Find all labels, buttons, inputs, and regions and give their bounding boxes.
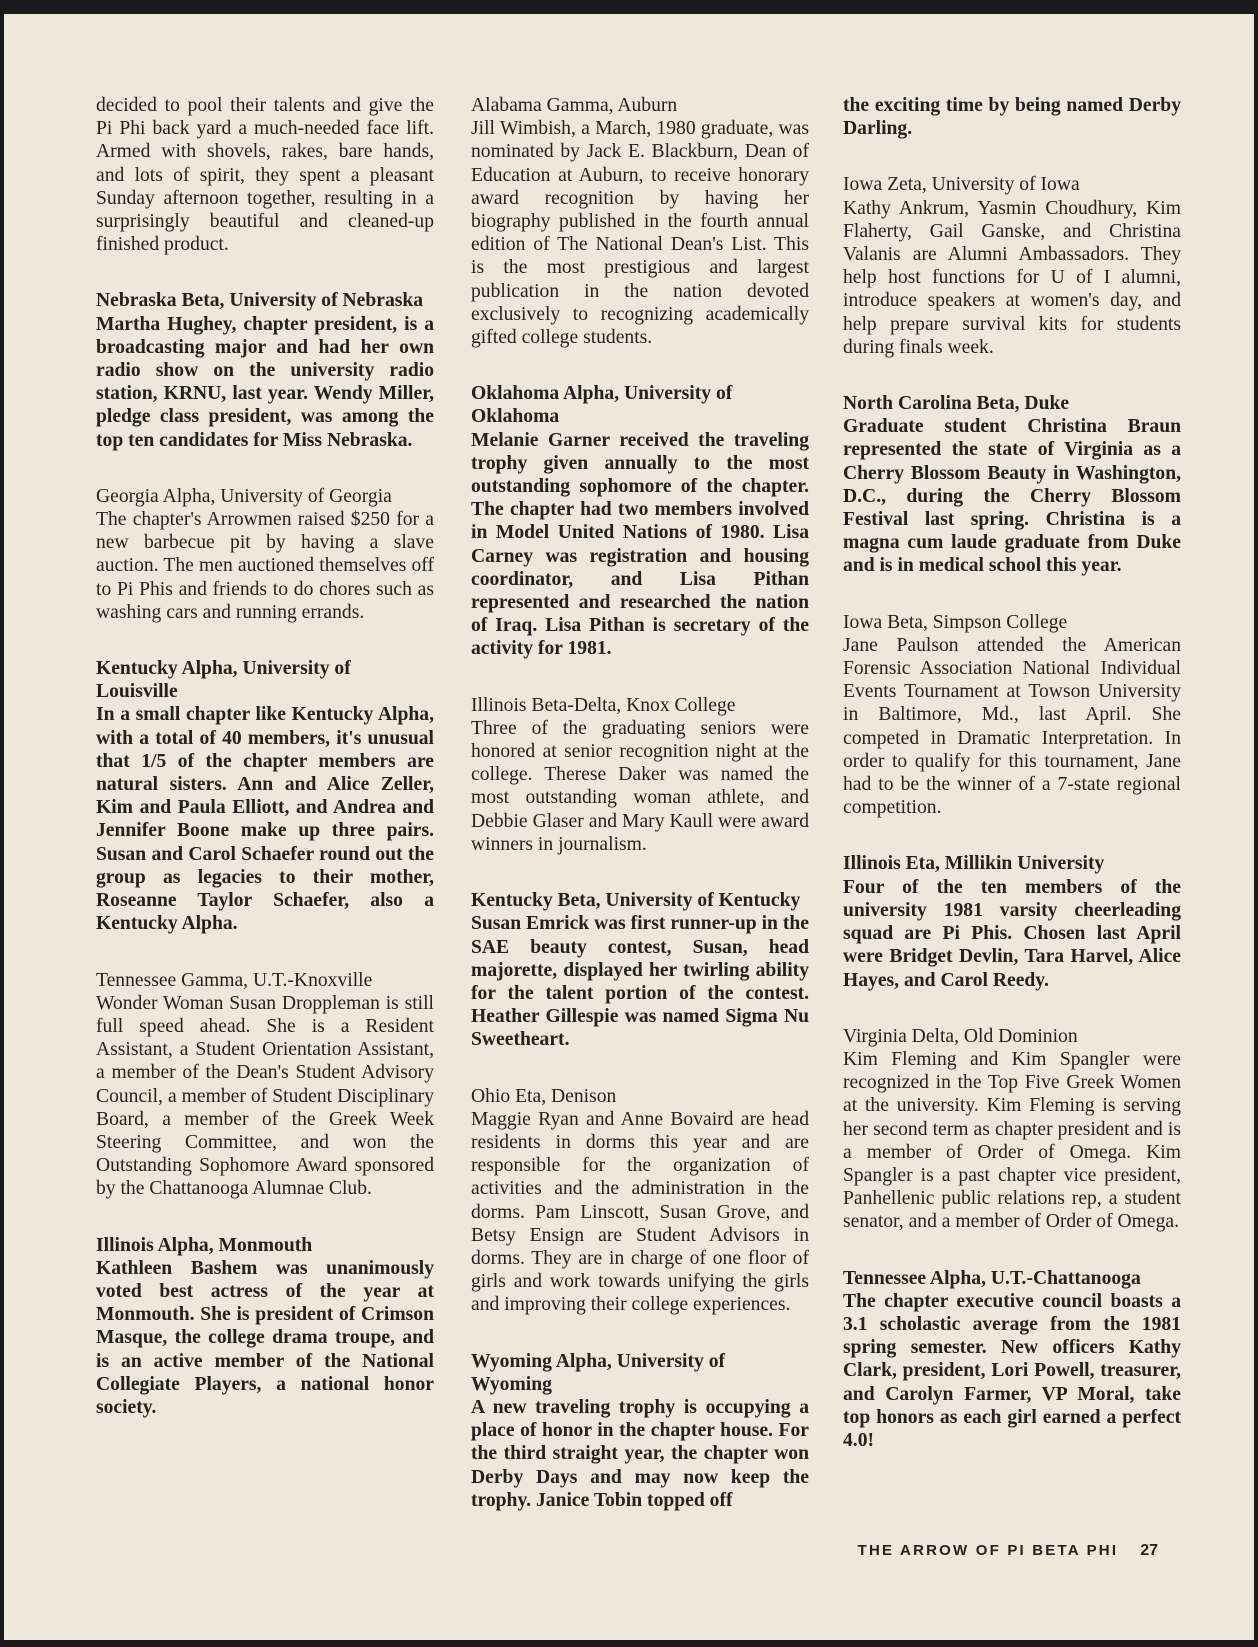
chapter-heading: Virginia Delta, Old Dominion (843, 1025, 1078, 1047)
chapter-entry (843, 611, 1181, 820)
chapter-heading: North Carolina Beta, Duke (843, 393, 1070, 415)
chapter-body: A new traveling trophy is occupying a place of honor in the chapter house. For the third straight year, the chapter won Derby Days and may now keep the trophy. Janice Tobin topped off (471, 1396, 809, 1511)
chapter-entry (471, 694, 809, 856)
chapter-body: decided to pool their talents and give the Pi Phi back yard a much-needed face lift. Armed with shovels, rakes, bare hands, and lots of spirit, they spent a pleasant Sunday afternoon together, resulting in a surprisingly beautiful and cleaned-up finished product. (96, 95, 434, 256)
chapter-heading: Tennessee Gamma, U.T.-Knoxville (96, 969, 373, 991)
chapter-entry (471, 382, 809, 660)
column-1 (96, 94, 434, 1452)
page-number: 27 (1140, 1542, 1158, 1559)
chapter-entry (96, 289, 434, 451)
column-2 (471, 94, 809, 1545)
chapter-entry (96, 1234, 434, 1420)
chapter-body: Three of the graduating seniors were honored at senior recognition night at the college. Therese Daker was named the most outstanding woman athlete, and Debbie Glaser and Mary Kaull were award winners in journalism. (471, 717, 809, 855)
chapter-entry (843, 1025, 1181, 1234)
chapter-body: In a small chapter like Kentucky Alpha, with a total of 40 members, it's unusual that 1/5 of the chapter members are natural sisters. Ann and Alice Zeller, Kim and Paula Elliott, and Andrea and Jennifer Boone make up three pairs. Susan and Carol Schaefer round out the group as legacies to their mother, Roseanne Taylor Schaefer, also a Kentucky Alpha. (96, 704, 434, 935)
chapter-body: the exciting time by being named Derby Darling. (843, 95, 1181, 140)
publication-title: THE ARROW OF PI BETA PHI (857, 1542, 1119, 1559)
chapter-entry (96, 485, 434, 624)
chapter-entry (96, 657, 434, 935)
chapter-entry (843, 173, 1181, 359)
chapter-entry (843, 392, 1181, 578)
chapter-heading: Ohio Eta, Denison (471, 1085, 617, 1107)
chapter-heading: Wyoming Alpha, University of Wyoming (471, 1350, 726, 1395)
chapter-entry (96, 969, 434, 1201)
chapter-heading: Illinois Alpha, Monmouth (96, 1234, 313, 1256)
chapter-entry (471, 1085, 809, 1317)
column-3 (843, 94, 1181, 1485)
chapter-entry (471, 1350, 809, 1512)
chapter-heading: Tennessee Alpha, U.T.-Chattanooga (843, 1267, 1141, 1289)
chapter-body: The chapter executive council boasts a 3.1 scholastic average from the 1981 spring semester. New officers Kathy Clark, president, Lori Powell, treasurer, and Carolyn Farmer, VP Moral, take top honors as each girl earned a perfect 4.0! (843, 1290, 1181, 1451)
chapter-body: Jill Wimbish, a March, 1980 graduate, was nominated by Jack E. Blackburn, Dean of Education at Auburn, to receive honorary award recognition by having her biography published in the fourth annual edition of The National Dean's List. This is the most prestigious and largest publication in the nation devoted exclusively to recognizing academically gifted college students. (471, 118, 809, 349)
chapter-heading: Kentucky Beta, University of Kentucky (471, 890, 801, 912)
chapter-heading: Iowa Zeta, University of Iowa (843, 174, 1080, 196)
chapter-entry (471, 94, 809, 349)
chapter-entry (843, 1267, 1181, 1453)
chapter-entry (471, 889, 809, 1051)
magazine-page (4, 14, 1254, 1640)
chapter-body: Kathy Ankrum, Yasmin Choudhury, Kim Flaherty, Gail Ganske, and Christina Valanis are Alumni Ambassadors. They help host functions for U of I alumni, introduce speakers at women's day, and help prepare survival kits for students during finals week. (843, 197, 1181, 358)
chapter-body: Maggie Ryan and Anne Bovaird are head residents in dorms this year and are responsible for the organization of activities and the administration in the dorms. Pam Linscott, Susan Grove, and Betsy Ensign are Student Advisors in dorms. They are in charge of one floor of girls and work towards unifying the girls and improving their college experiences. (471, 1108, 809, 1316)
chapter-body: Wonder Woman Susan Droppleman is still full speed ahead. She is a Resident Assistant, a Student Orientation Assistant, a member of the Dean's Student Advisory Council, a member of Student Disciplinary Board, a member of the Greek Week Steering Committee, and won the Outstanding Sophomore Award sponsored by the Chattanooga Alumnae Club. (96, 992, 434, 1200)
chapter-body: Four of the ten members of the university 1981 varsity cheerleading squad are Pi Phis. Chosen last April were Bridget Devlin, Tara Harvel, Alice Hayes, and Carol Reedy. (843, 876, 1181, 991)
chapter-entry (843, 852, 1181, 991)
chapter-body: Martha Hughey, chapter president, is a broadcasting major and had her own radio show on the university radio station, KRNU, last year. Wendy Miller, pledge class president, was among the top ten candidates for Miss Nebraska. (96, 313, 434, 451)
chapter-heading: Georgia Alpha, University of Georgia (96, 485, 392, 507)
chapter-body: Graduate student Christina Braun represented the state of Virginia as a Cherry Blossom Beauty in Washington, D.C., during the Cherry Blossom Festival last spring. Christina is a magna cum laude graduate from Duke and is in medical school this year. (843, 416, 1181, 577)
chapter-heading: Illinois Beta-Delta, Knox College (471, 694, 736, 716)
chapter-heading: Nebraska Beta, University of Nebraska (96, 290, 424, 312)
chapter-heading: Iowa Beta, Simpson College (843, 611, 1068, 633)
chapter-body: Kathleen Bashem was unanimously voted best actress of the year at Monmouth. She is president of Crimson Masque, the college drama troupe, and is an active member of the National Collegiate Players, a national honor society. (96, 1257, 434, 1418)
chapter-body: Kim Fleming and Kim Spangler were recognized in the Top Five Greek Women at the university. Kim Fleming is serving her second term as chapter president and is a member of Order of Omega. Kim Spangler is a past chapter vice president, Panhellenic public relations rep, a student senator, and a member of Order of Omega. (843, 1048, 1181, 1233)
chapter-heading: Alabama Gamma, Auburn (471, 95, 678, 116)
chapter-heading: Oklahoma Alpha, University of Oklahoma (471, 383, 733, 428)
chapter-heading: Kentucky Alpha, University of Louisville (96, 658, 351, 703)
chapter-entry (96, 94, 434, 256)
chapter-heading: Illinois Eta, Millikin University (843, 853, 1105, 875)
chapter-body: Jane Paulson attended the American Forensic Association National Individual Events Tournament at Towson University in Baltimore, Md., last April. She competed in Dramatic Interpretation. In order to qualify for this tournament, Jane had to be the winner of a 7-state regional competition. (843, 634, 1181, 819)
chapter-entry (843, 94, 1181, 140)
chapter-body: Susan Emrick was first runner-up in the SAE beauty contest, Susan, head majorette, displayed her twirling ability for the talent portion of the contest. Heather Gillespie was named Sigma Nu Sweetheart. (471, 913, 809, 1051)
chapter-body: Melanie Garner received the traveling trophy given annually to the most outstanding sophomore of the chapter. The chapter had two members involved in Model United Nations of 1980. Lisa Carney was registration and housing coordinator, and Lisa Pithan represented and researched the nation of Iraq. Lisa Pithan is secretary of the activity for 1981. (471, 429, 809, 660)
chapter-body: The chapter's Arrowmen raised $250 for a new barbecue pit by having a slave auction. The men auctioned themselves off to Pi Phis and friends to do chores such as washing cars and running errands. (96, 509, 434, 623)
page-footer (858, 1542, 1158, 1560)
